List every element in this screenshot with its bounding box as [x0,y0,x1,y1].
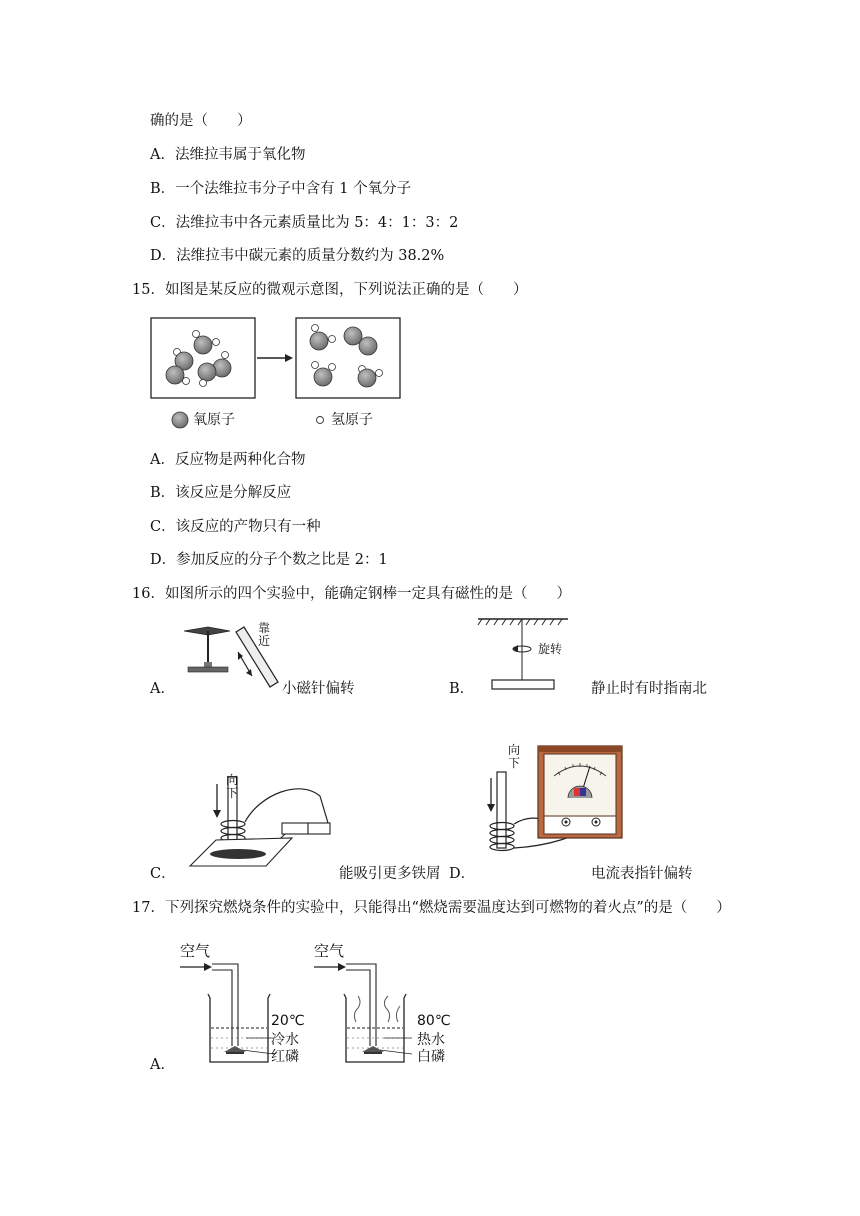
q14-option-d: D．法维拉韦中碳元素的质量分数约为 38.2% [150,248,445,264]
q16-stem: 16．如图所示的四个实验中，能确定钢棒一定具有磁性的是（ ） [132,586,571,602]
q16-c-electromagnet-diagram [180,774,340,870]
q15-option-d: D．参加反应的分子个数之比是 2：1 [150,552,388,568]
q14-option-a: A．法维拉韦属于氧化物 [150,147,306,163]
q16-d-galvanometer-diagram [478,742,626,868]
q16-a-near-label: 靠近 [258,621,271,648]
q16-b-caption: 静止时有时指南北 [591,681,707,697]
q17-phosphorus-label-1: 红磷 [271,1049,299,1065]
q17-temp-label-2: 80℃ [417,1013,451,1029]
q17-water-label-2: 热水 [417,1032,445,1048]
q16-a-caption: 小磁针偏转 [282,681,355,697]
q17-stem: 17．下列探究燃烧条件的实验中，只能得出“燃烧需要温度达到可燃物的着火点”的是（ ） [132,900,731,916]
q16-c-down-label: 向下 [226,773,239,800]
q16-a-letter: A． [150,681,175,697]
legend-oxygen-label: 氧原子 [193,412,235,428]
q14-stem-end: 确的是（ ） [150,113,252,129]
q17-air-label-2: 空气 [314,942,345,960]
q16-d-caption: 电流表指针偏转 [591,866,693,882]
legend-hydrogen-label: 氢原子 [331,412,373,428]
q17-water-label-1: 冷水 [271,1032,299,1048]
q15-option-b: B．该反应是分解反应 [150,485,292,501]
q16-c-letter: C． [150,866,176,882]
q17-temp-label-1: 20℃ [271,1013,305,1029]
q16-c-caption: 能吸引更多铁屑 [339,866,441,882]
q17-air-label-1: 空气 [180,942,211,960]
q16-d-letter: D． [449,866,476,882]
q14-option-b: B．一个法维拉韦分子中含有 1 个氧分子 [150,181,412,197]
q15-option-c: C．该反应的产物只有一种 [150,519,321,535]
q14-option-c: C．法维拉韦中各元素质量比为 5：4：1：3：2 [150,215,459,231]
q17-phosphorus-label-2: 白磷 [417,1049,445,1065]
q15-stem: 15．如图是某反应的微观示意图，下列说法正确的是（ ） [132,282,528,298]
q16-d-down-label: 向下 [508,743,521,770]
q16-b-rotate-label: 旋转 [538,642,563,656]
q16-b-letter: B． [449,681,475,697]
q17-a-letter: A． [150,1057,175,1073]
q15-option-a: A．反应物是两种化合物 [150,452,306,468]
